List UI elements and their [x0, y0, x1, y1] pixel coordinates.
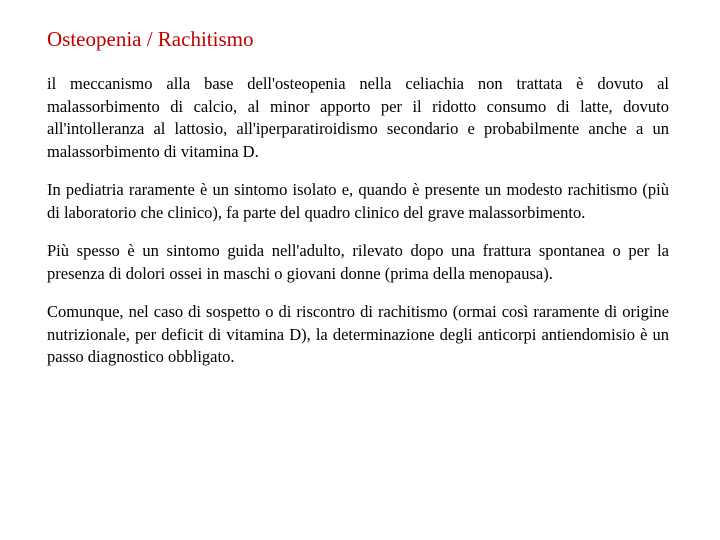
slide-title: Osteopenia / Rachitismo [47, 27, 254, 51]
paragraph-pediatrics: In pediatria raramente è un sintomo isolato e, quando è presente un modesto rachitismo (più di laboratorio che clinico), fa parte del quadro clinico del grave malassorbimento. [47, 180, 669, 222]
paragraph-adults: Più spesso è un sintomo guida nell'adulto, rilevato dopo una frattura spontanea o per la presenza di dolori ossei in maschi o giovani donne (prima della menopausa). [47, 241, 669, 283]
slide-body [47, 73, 669, 369]
paragraph-mechanism: il meccanismo alla base dell'osteopenia nella celiachia non trattata è dovuto al malassorbimento di calcio, al minor apporto per il ridotto consumo di latte, dovuto all'intolleranza al lattosio, all'iperparatiroidismo secondario e probabilmente anche a un malassorbimento di vitamina D. [47, 74, 669, 161]
paragraph-diagnosis: Comunque, nel caso di sospetto o di riscontro di rachitismo (ormai così raramente di origine nutrizionale, per deficit di vitamina D), la determinazione degli anticorpi antiendomisio è un passo diagnostico obbligato. [47, 302, 669, 366]
